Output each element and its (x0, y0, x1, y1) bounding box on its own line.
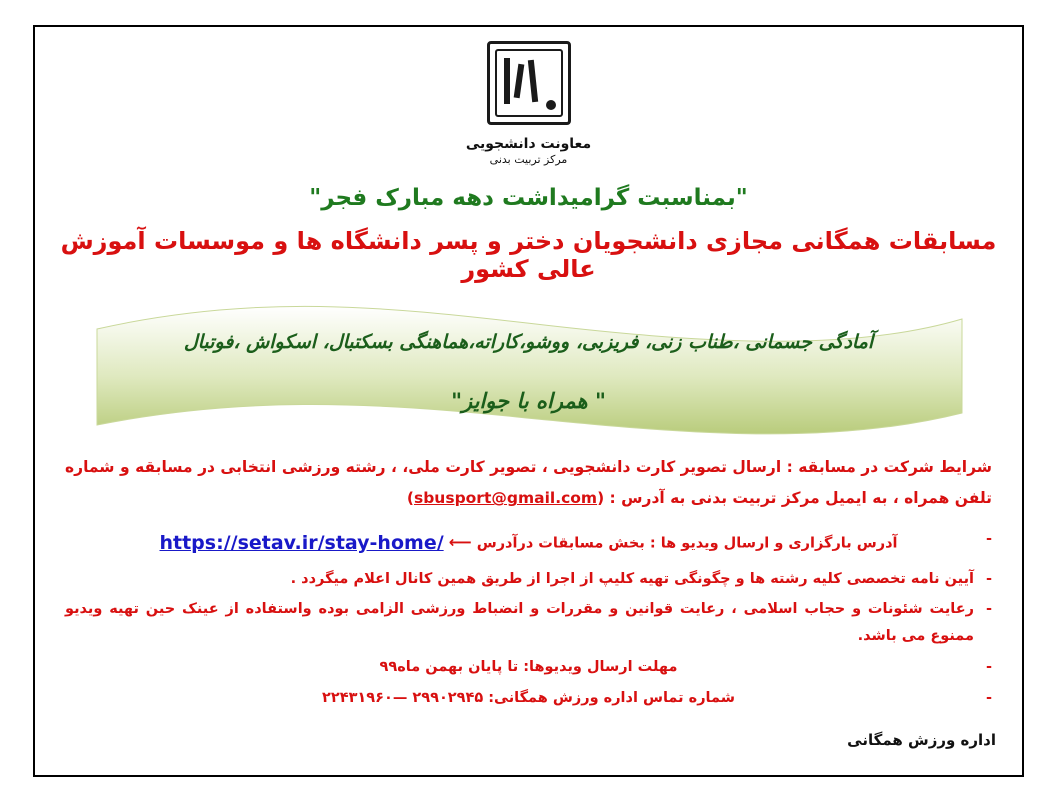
rule-text: رعایت شئونات و حجاب اسلامی ، رعایت قوانین و مقررات و انضباط ورزشی الزامی بوده واستفاده از عینک حین تهیه ویدیو ممنوع می باشد. (65, 601, 974, 645)
rule-text: آیین نامه تخصصی کلیه رشته ها و چگونگی تهیه کلیپ از اجرا از طریق همین کانال اعلام میگردد . (290, 570, 974, 587)
list-item (65, 526, 992, 561)
poster-content (35, 27, 1022, 775)
rules-list (57, 526, 1000, 711)
bullet-dash: - (985, 531, 992, 548)
headline-title: مسابقات همگانی مجازی دانشجویان دختر و پسر دانشگاه ها و موسسات آموزش عالی کشور (60, 227, 997, 284)
competition-url-link[interactable]: https://setav.ir/stay-home/ (159, 532, 444, 555)
bullet-dash: - (985, 689, 992, 706)
arrow-icon: ⟵ (448, 533, 472, 553)
university-seal-icon (487, 41, 571, 125)
poster-frame (33, 25, 1024, 777)
list-item (65, 685, 992, 712)
conditions-lead: شرایط شرکت در مسابقه : (786, 458, 992, 477)
upload-address-label: آدرس بارگزاری و ارسال ویدیو ها : بخش مسابقات درآدرس (476, 536, 898, 553)
header-logo-block (57, 41, 1000, 167)
contact-email-link[interactable]: sbusport@gmail.com (413, 489, 598, 508)
participation-conditions (57, 452, 1000, 514)
sports-banner (57, 301, 1000, 446)
conditions-text-1: ارسال تصویر کارت دانشجویی ، تصویر کارت ملی، ، رشته ورزشی انتخابی در مسابقه و شماره تلفن همراه ، به ایمیل مرکز تربیت بدنی به آدرس : ( (65, 458, 992, 508)
conditions-text-2: ) (406, 489, 414, 508)
deadline-text: مهلت ارسال ویدیوها: تا پایان بهمن ماه۹۹ (379, 659, 678, 676)
phone-contact-text: شماره تماس اداره ورزش همگانی: ۲۹۹۰۲۹۴۵ —۲۲۴۳۱۹۶۰ (322, 689, 735, 706)
banner-sports-list: آمادگی جسمانی ،طناب زنی، فریزبی، ووشو،کاراته،هماهنگی بسکتبال، اسکواش ،فوتبال (183, 331, 874, 354)
bullet-dash: - (985, 601, 992, 618)
bullet-dash: - (985, 570, 992, 587)
org-line-2: مرکز تربیت بدنی (489, 153, 568, 167)
banner-wave-shape (57, 301, 1002, 446)
list-item (65, 596, 992, 650)
list-item (65, 566, 992, 593)
headline-occasion: "بمناسبت گرامیداشت دهه مبارک فجر" (309, 185, 748, 212)
bullet-dash: - (985, 659, 992, 676)
footer-department-label: اداره ورزش همگانی (847, 731, 996, 749)
list-item (65, 654, 992, 681)
org-line-1: معاونت دانشجویی (465, 136, 592, 152)
banner-prizes: " همراه با جوایز" (451, 389, 606, 414)
